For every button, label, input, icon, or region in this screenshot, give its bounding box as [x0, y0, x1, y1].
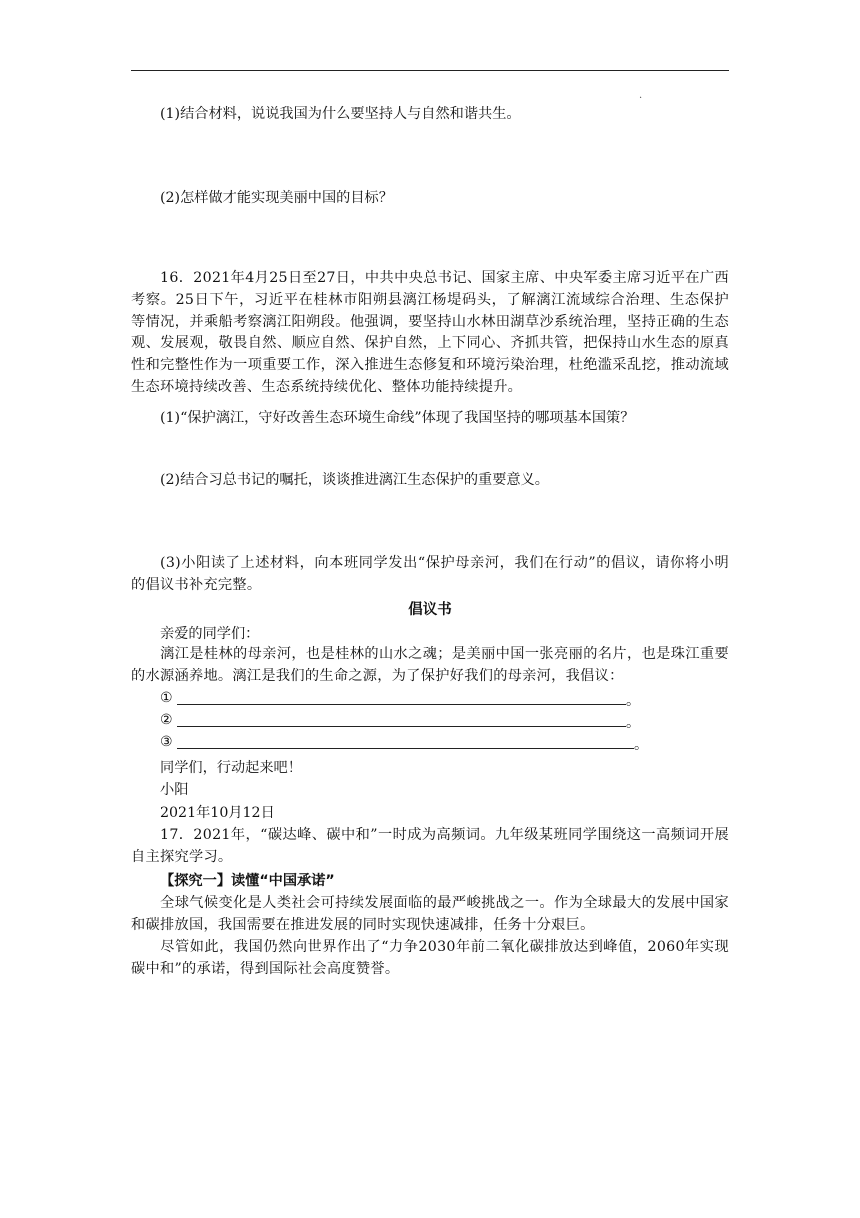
- question-1: (1)结合材料，说说我国为什么要坚持人与自然和谐共生。: [160, 106, 521, 122]
- question-2: (2)怎样做才能实现美丽中国的目标？: [160, 190, 393, 206]
- proposal-signer: 小阳: [160, 782, 189, 798]
- q16-stem: 16．2021年4月25日至27日，中共中央总书记、国家主席、中央军委主席习近平在广西考察。25日下午，习近平在桂林市阳朔县漓江杨堤码头，了解漓江流域综合治理、生态保护等情况，并乘船考察漓江阳朔段。他强调，要坚持山水林田湖草沙系统治理，坚持正确的生态观、发展观，敬畏自然、顺应自然、保护自然，上下同心、齐抓共管，把保持山水生态的原真性和完整性作为一项重要工作，深入推进生态修复和环境污染治理，杜绝滥采乱挖，推动流域生态环境持续改善、生态系统持续优化、整体功能持续提升。: [131, 270, 729, 395]
- item-marker: ①: [160, 690, 173, 706]
- answer-blank[interactable]: [177, 704, 626, 705]
- q16-sub3: (3)小阳读了上述材料，向本班同学发出“保护母亲河，我们在行动”的倡议，请你将小明的倡议书补充完整。: [131, 555, 729, 593]
- q17-para-2: 尽管如此，我国仍然向世界作出了“力争2030年前二氧化碳排放达到峰值，2060年实现碳中和”的承诺，得到国际社会高度赞誉。: [131, 939, 729, 977]
- proposal-title: 倡议书: [408, 602, 452, 618]
- proposal-closing: 同学们，行动起来吧！: [160, 760, 302, 776]
- q16-sub2: (2)结合习总书记的嘱托，谈谈推进漓江生态保护的重要意义。: [160, 472, 549, 488]
- stray-dot: .: [639, 90, 643, 101]
- item-period: 。: [626, 715, 641, 731]
- proposal-date: 2021年10月12日: [160, 805, 275, 821]
- item-marker: ②: [160, 712, 173, 728]
- proposal-item-1[interactable]: [160, 690, 640, 710]
- item-marker: ③: [160, 734, 173, 750]
- q17-para-1: 全球气候变化是人类社会可持续发展面临的最严峻挑战之一。作为全球最大的发展中国家和碳排放国，我国需要在推进发展的同时实现快速减排，任务十分艰巨。: [131, 895, 729, 933]
- explore1-title: 【探究一】读懂“中国承诺”: [160, 873, 335, 889]
- proposal-item-3[interactable]: [160, 734, 650, 754]
- item-period: 。: [626, 693, 641, 709]
- header-rule: [131, 70, 729, 71]
- proposal-body: 漓江是桂林的母亲河，也是桂林的山水之魂；是美丽中国一张亮丽的名片，也是珠江重要的水源涵养地。漓江是我们的生命之源，为了保护好我们的母亲河，我倡议：: [131, 646, 729, 684]
- proposal-greeting: 亲爱的同学们：: [160, 626, 260, 642]
- answer-blank[interactable]: [177, 726, 626, 727]
- q17-stem: 17．2021年，“碳达峰、碳中和”一时成为高频词。九年级某班同学围绕这一高频词开展自主探究学习。: [131, 827, 729, 865]
- item-period: 。: [634, 737, 649, 753]
- proposal-item-2[interactable]: [160, 712, 640, 732]
- q16-sub1: (1)“保护漓江，守好改善生态环境生命线”体现了我国坚持的哪项基本国策？: [160, 410, 635, 426]
- answer-blank[interactable]: [177, 748, 634, 749]
